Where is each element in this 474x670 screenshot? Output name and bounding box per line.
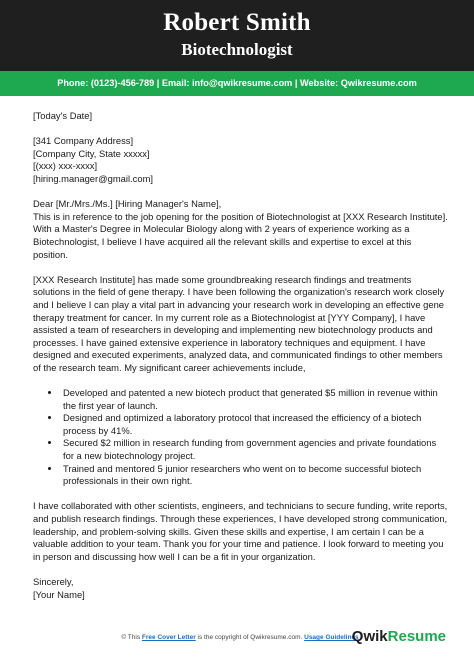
address-line: [341 Company Address] (33, 135, 134, 147)
achievement-item: • Designed and optimized a laboratory protocol that increased the efficiency of a biotech process by 41%. (61, 412, 448, 437)
copyright-text: is the copyright of Qwikresume.com. (197, 634, 303, 641)
address-line: [hiring.manager@gmail.com] (33, 172, 153, 184)
letter-body (33, 110, 448, 601)
signature: [Your Name] (33, 588, 85, 600)
achievement-item: • Developed and patented a new biotech product that generated $5 million in revenue within the first year of launch. (61, 387, 448, 412)
resume-header (0, 0, 474, 71)
salutation: Dear [Mr./Mrs./Ms.] [Hiring Manager's Name], (33, 198, 222, 210)
paragraph-closing: I have collaborated with other scientists, engineers, and technicians to secure funding, write reports, and publish research findings. Through these experiences, I have developed strong communication, leadership, and problem-solving skills. Given these skills and expertise, I am certain I can be a valuable addition to your team. Thank you for your time and patience. I look forward to meeting you in person and discussing how well I can be a fit in your organization. (33, 500, 448, 562)
recipient-address (33, 135, 448, 185)
free-cover-letter-link[interactable]: Free Cover Letter (141, 634, 196, 641)
page-footer (0, 628, 474, 670)
usage-guidelines-link[interactable]: Usage Guidelines (304, 634, 359, 641)
paragraph-experience: [XXX Research Institute] has made some groundbreaking research findings and treatments solutions in the field of gene therapy. I have been following the organization's research work closely and I believe I can play a vital part in advancing your research work in developing an effective gene therapy treatment for cancer. In my current role as a Biotechnologist at [YYY Company], I have assisted a team of researchers in developing and implementing new biotechnology products and processes. I have gained extensive experience in laboratory techniques and equipment. I have designed and executed experiments, analyzed data, and communicated findings to other members of the research team. My significant career achievements include, (33, 273, 445, 373)
closing: Sincerely, (33, 575, 74, 587)
qwikresume-logo[interactable] (352, 628, 446, 650)
logo-main-text: Qwik (351, 628, 388, 645)
logo-accent-text: Resume (387, 628, 446, 645)
address-line: [Company City, State xxxxx] (33, 147, 150, 159)
achievement-item: • Trained and mentored 5 junior researchers who went on to become successful biotech professionals in their own right. (61, 463, 448, 488)
paragraph-intro: This is in reference to the job opening for the position of Biotechnologist at [XXX Research Institute]. With a Master's Degree in Molecular Biology along with 2 years of experience working as a Biotechnologist, I believe I have acquired all the relevant skills and expertise to excel at this position. (33, 210, 448, 260)
letter-date: [Today's Date] (33, 110, 93, 121)
copyright-prefix: © This (121, 634, 141, 641)
achievements-list (33, 387, 448, 488)
contact-bar: Phone: (0123)-456-789 | Email: info@qwikresume.com | Website: Qwikresume.com (0, 71, 474, 96)
applicant-name: Robert Smith (163, 9, 311, 36)
achievement-item: • Secured $2 million in research funding from government agencies and private foundations for a new biotechnology project. (61, 437, 448, 462)
address-line: [(xxx) xxx-xxxx] (33, 160, 98, 172)
job-title: Biotechnologist (181, 40, 293, 59)
